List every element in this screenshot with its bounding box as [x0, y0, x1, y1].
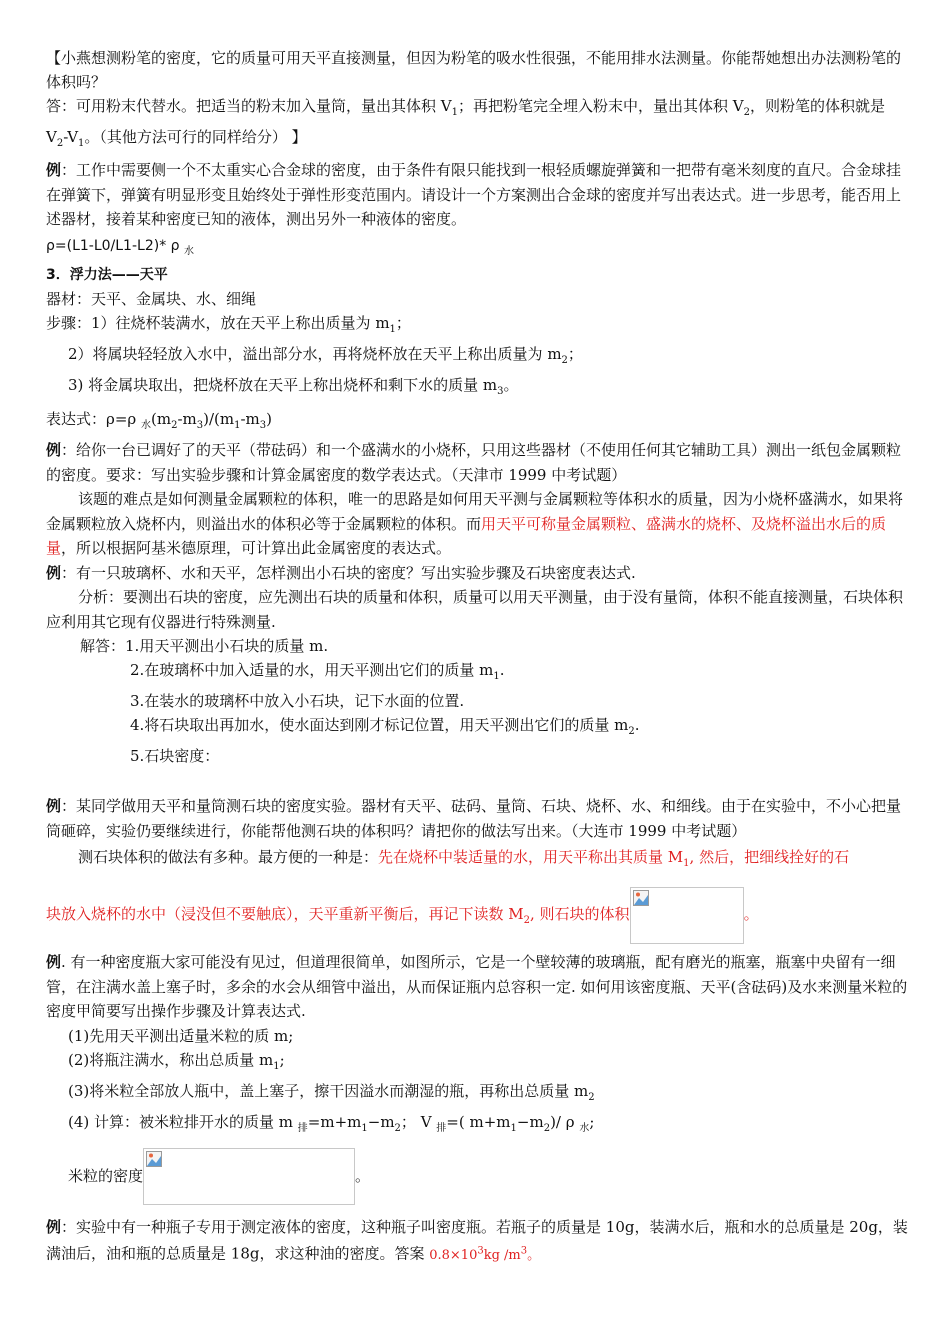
spring-formula — [46, 234, 908, 264]
chalk-answer — [46, 94, 908, 156]
answer-part: 。 — [527, 1247, 541, 1263]
subscript: 2 — [394, 1122, 401, 1134]
example-spring — [46, 158, 908, 232]
section-title: 3．浮力法——天平 — [46, 267, 168, 284]
example-oil — [46, 1215, 908, 1268]
expr-part: ) — [266, 410, 272, 429]
example-text: ：实验中有一种瓶子专用于测定液体的密度，这种瓶子叫密度瓶。若瓶子的质量是 10g，装满水后，瓶和水的总质量是 20g，装满油后，油和瓶的总质量是 18g，求这种油的密度。答案 — [46, 1217, 908, 1263]
example-label: 例 — [46, 797, 62, 816]
subscript: 1 — [683, 858, 690, 870]
step-1 — [46, 311, 908, 342]
formula-text: ρ=(L1-L0/L1-L2)* ρ — [46, 237, 184, 254]
answer-step-2 — [46, 658, 908, 689]
method-text: 测石块体积的做法有多种。最方便的一种是： — [78, 848, 379, 867]
broken-cylinder-method-cont — [46, 884, 908, 944]
example-label: 例 — [46, 953, 62, 972]
expr-part: )/(m — [203, 410, 235, 429]
example-density-bottle — [46, 950, 908, 1024]
step-text: 3) 将金属块取出，把烧杯放在天平上称出烧杯和剩下水的质量 m — [68, 376, 498, 395]
step-2 — [46, 342, 908, 373]
subscript: 1 — [78, 138, 85, 149]
step-text: (4) 计算：被米粒排开水的质量 m — [68, 1112, 298, 1131]
example-label: 例 — [46, 563, 62, 582]
example-text: ：给你一台已调好了的天平（带砝码）和一个盛满水的小烧杯，只用这些器材（不使用任何其它辅助工具）测出一纸包金属颗粒的密度。要求：写出实验步骤和计算金属密度的数学表达式。（天津市 1999 中考试题） — [46, 441, 902, 484]
formula-image-placeholder — [143, 1148, 355, 1205]
subscript: 2 — [628, 726, 635, 738]
subscript: 1 — [493, 671, 500, 683]
materials-line: 器材：天平、金属块、水、细绳 — [46, 290, 257, 309]
method-highlight: 先在烧杯中装适量的水，用天平称出其质量 M — [378, 848, 684, 867]
subscript: 3 — [196, 420, 204, 432]
stone-analysis: 分析：要测出石块的密度，应先测出石块的质量和体积，质量可以用天平测量，由于没有量筒，体积不能直接测量，石块体积应利用其它现有仪器进行特殊测量. — [46, 588, 904, 631]
subscript: 水 — [140, 420, 151, 432]
subscript: 2 — [523, 915, 531, 927]
subscript: 3 — [259, 420, 267, 432]
metal-analysis — [46, 487, 908, 561]
analysis-highlight: 用天平可称量金属颗粒、盛满水的烧杯、及烧杯溢出水后的质量 — [46, 514, 887, 558]
example-metal-grains — [46, 438, 908, 487]
chalk-answer-part: 答：可用粉末代替水。把适当的粉末加入量筒，量出其体积 V — [46, 97, 452, 115]
example-text: ：有一只玻璃杯、水和天平，怎样测出小石块的密度？写出实验步骤及石块密度表达式. — [61, 563, 636, 582]
subscript: 2 — [561, 355, 568, 367]
step-text: 2）将属块轻轻放入水中，溢出部分水，再将烧杯放在天平上称出质量为 m — [68, 345, 562, 364]
chalk-answer-part: ；再把粉笔完全埋入粉末中，量出其体积 V — [457, 97, 744, 115]
step-text: ； — [567, 345, 583, 364]
step-text: ; — [279, 1050, 285, 1069]
step-text: )/ ρ — [550, 1112, 580, 1131]
subscript: 1 — [273, 1060, 280, 1072]
spacer — [46, 768, 908, 792]
answer-step-4 — [46, 713, 908, 744]
step-text: ; — [589, 1112, 595, 1131]
subscript: 1 — [234, 420, 241, 432]
method-highlight: , 然后，把细线拴好的石 — [689, 848, 850, 867]
subscript: 2 — [588, 1091, 595, 1103]
chalk-answer-part: -V — [63, 128, 79, 146]
step-text: 2.在玻璃杯中加入适量的水，用天平测出它们的质量 m — [130, 661, 494, 680]
expression-line — [46, 407, 908, 438]
step-text: −m — [367, 1112, 395, 1131]
subscript: 2 — [171, 420, 178, 432]
example-label: 例 — [46, 1217, 62, 1236]
analysis-text: ，所以根据阿基米德原理，可计算出此金属密度的表达式。 — [61, 539, 452, 558]
step-text: ； — [395, 314, 411, 333]
chalk-question-text: 【小燕想测粉笔的密度，它的质量可用天平直接测量，但因为粉笔的吸水性很强，不能用排水法测量。你能帮她想出办法测粉笔的体积吗？ — [46, 49, 902, 91]
bottle-step-1: (1)先用天平测出适量米粒的质 m; — [68, 1026, 294, 1045]
example-label: 例 — [46, 441, 62, 460]
step-text: . — [499, 661, 505, 680]
step-3 — [46, 373, 908, 404]
broken-image-icon — [146, 1151, 162, 1167]
chalk-answer-part: ，则粉笔的体积就是 V — [46, 97, 885, 146]
subscript: 1 — [510, 1122, 517, 1134]
chalk-question — [46, 46, 908, 94]
answer-step-1 — [46, 634, 908, 658]
answer-label: 解答： — [80, 637, 126, 656]
broken-image-icon — [633, 890, 649, 906]
subscript: 水 — [183, 245, 194, 257]
subscript: 水 — [579, 1122, 590, 1134]
example-text: . 有一种密度瓶大家可能没有见过，但道理很简单，如图所示，它是一个壁较薄的玻璃瓶，配有磨光的瓶塞，瓶塞中央留有一细管，在注满水盖上塞子时，多余的水会从细管中溢出，从而保证瓶内总容积一定. 如何用该密度瓶、天平(含砝码)及水来测量米粒的密度甲简要写出操作步骤及计算表达式. — [46, 953, 908, 1021]
step-text: −m — [516, 1112, 544, 1131]
density-label: 米粒的密度 — [68, 1166, 144, 1185]
bottle-step-3 — [46, 1079, 908, 1110]
step-text: 4.将石块取出再加水，使水面达到刚才标记位置，用天平测出它们的质量 m — [130, 716, 629, 735]
step-text: =m+m — [307, 1112, 362, 1131]
step-text: 1.用天平测出小石块的质量 m. — [125, 637, 329, 656]
subscript: 排 — [436, 1122, 447, 1134]
subscript: 2 — [56, 138, 64, 149]
superscript: 3 — [477, 1245, 484, 1257]
subscript: 1 — [451, 107, 458, 118]
formula-image-placeholder — [630, 887, 744, 944]
step-text: (2)将瓶注满水，称出总质量 m — [68, 1050, 274, 1069]
subscript: 2 — [743, 107, 750, 118]
step-text: 。 — [503, 376, 519, 395]
bottle-step-2 — [46, 1048, 908, 1079]
subscript: 3 — [497, 386, 504, 398]
example-label: 例 — [46, 161, 62, 179]
oil-answer — [429, 1245, 541, 1263]
step-text: . — [634, 716, 640, 735]
answer-step-3: 3.在装水的玻璃杯中放入小石块，记下水面的位置. — [130, 692, 465, 711]
step-text: (3)将米粒全部放人瓶中，盖上塞子，擦干因溢水而潮湿的瓶，再称出总质量 m — [68, 1081, 589, 1100]
expr-part: -m — [240, 410, 260, 429]
superscript: 3 — [520, 1245, 528, 1257]
subscript: 2 — [543, 1122, 551, 1134]
expr-part: 表达式：ρ=ρ — [46, 410, 141, 429]
method-highlight: 块放入烧杯的水中（浸没但不要触底），天平重新平衡后，再记下读数 M — [46, 905, 524, 924]
expr-part: -m — [177, 410, 197, 429]
expr-part: (m — [150, 410, 172, 429]
analysis-text: 该题的难点是如何测量金属颗粒的体积，唯一的思路是如何用天平测与金属颗粒等体积水的质量，因为小烧杯盛满水，如果将金属颗粒放入烧杯内，则溢出水的体积必等于金属颗粒的体积。而 — [46, 490, 904, 533]
subscript: 1 — [361, 1122, 368, 1134]
broken-cylinder-method — [46, 843, 908, 878]
answer-step-5: 5.石块密度： — [130, 747, 220, 766]
answer-part: kg /m — [483, 1247, 521, 1263]
example-broken-cylinder — [46, 794, 908, 843]
step-text: =( m+m — [446, 1112, 511, 1131]
subscript: 1 — [389, 324, 396, 336]
example-stone — [46, 561, 908, 586]
method-highlight: , 则石块的体积 — [530, 905, 630, 924]
subscript: 排 — [297, 1122, 308, 1134]
bottle-step-4 — [46, 1110, 908, 1141]
rice-density-line — [46, 1147, 908, 1205]
step-text: 步骤：1）往烧杯装满水，放在天平上称出质量为 m — [46, 314, 390, 333]
method-highlight: 。 — [743, 905, 759, 924]
example-spring-text: ：工作中需要侧一个不太重实心合金球的密度，由于条件有限只能找到一根轻质螺旋弹簧和一把带有毫米刻度的直尺。合金球挂在弹簧下，弹簧有明显形变且始终处于弹性形变范围内。请设计一个方案测出合金球的密度并写出表达式。进一步思考，能否用上述器材，接着某种密度已知的液体，测出另外一种液体的密度。 — [46, 161, 902, 228]
document-page — [46, 46, 908, 1268]
chalk-answer-part: 。（其他方法可行的同样给分） 】 — [84, 128, 307, 146]
answer-part: 0.8×10 — [429, 1247, 478, 1263]
step-text: ； V — [400, 1112, 437, 1131]
density-end: 。 — [355, 1166, 371, 1185]
example-text: ：某同学做用天平和量筒测石块的密度实验。器材有天平、砝码、量筒、石块、烧杯、水、和细线。由于在实验中，不小心把量筒砸碎，实验仍要继续进行，你能帮他测石块的体积吗？请把你的做法写出来。（大连市 1999 中考试题） — [46, 797, 902, 840]
